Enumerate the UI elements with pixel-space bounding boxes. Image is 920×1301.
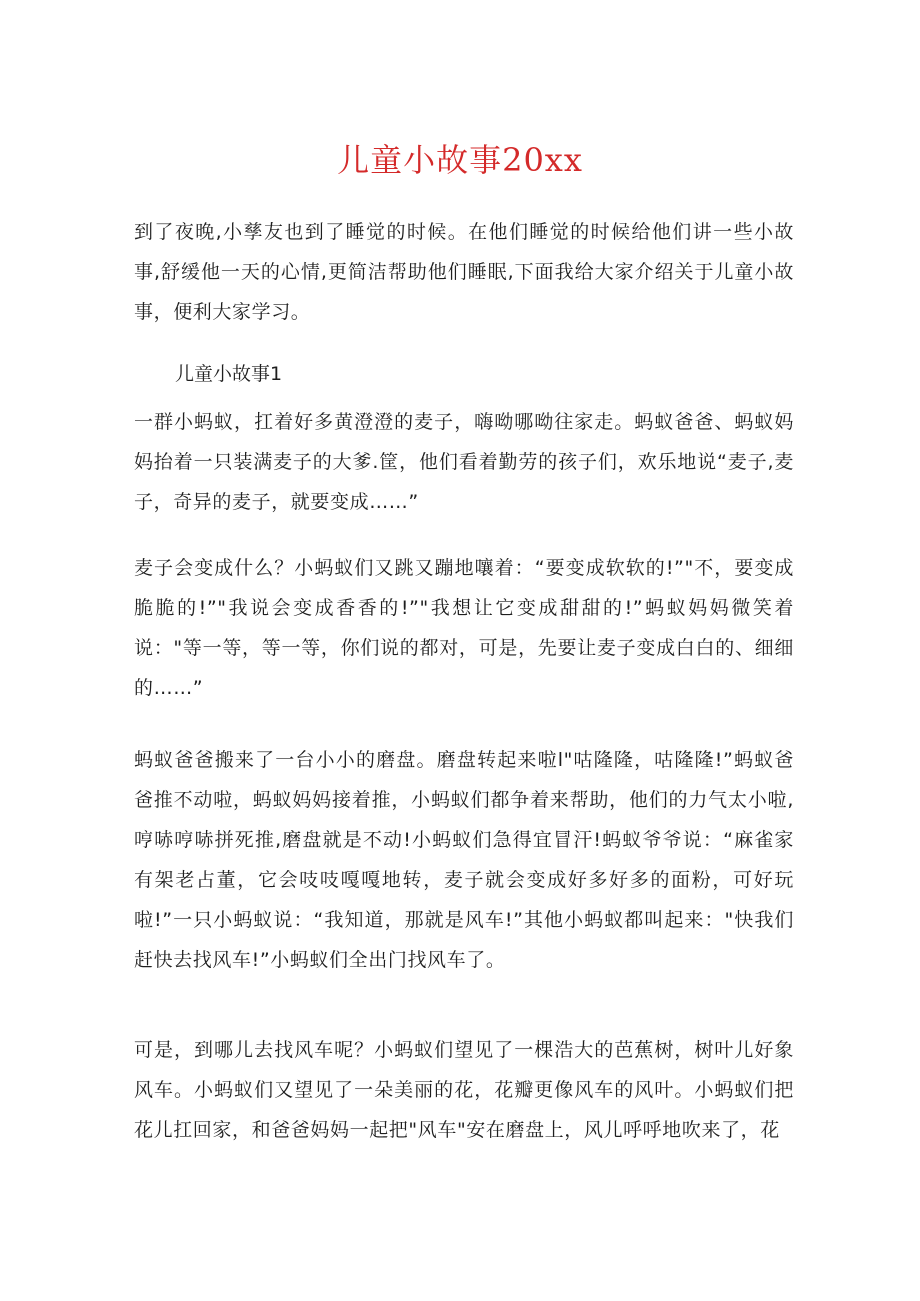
section-heading: 儿童小故事1: [175, 363, 283, 385]
document-title: 儿童小故事20xx: [337, 141, 583, 179]
story-paragraph-4: 可是，到哪儿去找风车呢？小蚂蚁们望见了一棵浩大的芭蕉树，树叶儿好象风车。小蚂蚁们又望见了一朵美丽的花，花瓣更像风车的风叶。小蚂蚁们把花儿扛回家，和爸爸妈妈一起把"风车"安在磨盘上，风儿呼呼地吹来了，花: [134, 1039, 794, 1141]
story-paragraph-3: 蚂蚁爸爸搬来了一台小小的磨盘。磨盘转起来啦l"咕隆隆，咕隆隆!”蚂蚁爸爸推不动啦，蚂蚁妈妈接着推，小蚂蚁们都争着来帮助，他们的力气太小啦,哼哧哼哧拼死推,磨盘就是不动!小蚂蚁们急得宜冒汗!蚂蚁爷爷说：“麻雀家有架老占董，它会吱吱嘎嘎地转，麦子就会变成好多好多的面粉，可好玩啦!”一只小蚂蚁说：“我知道，那就是风车!”其他小蚂蚁都叫起来："快我们赶快去找风车!”小蚂蚁们全出门找风车了。: [134, 749, 794, 971]
story-paragraph-1: 一群小蚂蚁，扛着好多黄澄澄的麦子，嗨呦哪呦往家走。蚂蚁爸爸、蚂蚁妈妈抬着一只装满麦子的大爹.筐，他们看着勤劳的孩子们，欢乐地说“麦子,麦子，奇异的麦子，就要变成……”: [134, 411, 794, 513]
intro-paragraph: 到了夜晚,小孳友也到了睡觉的时候。在他们睡觉的时候给他们讲一些小故事,舒缓他一天的心情,更简洁帮助他们睡眠,下面我给大家介绍关于儿童小故事，便利大家学习。: [134, 221, 794, 323]
story-paragraph-2: 麦子会变成什么？小蚂蚁们又跳又蹦地嚷着：“要变成软软的!”"不，要变成脆脆的!”"我说会变成香香的!”"我想让它变成甜甜的!”蚂蚁妈妈微笑着说："等一等，等一等，你们说的都对，可是，先要让麦子变成白白的、细细的……”: [134, 557, 794, 699]
